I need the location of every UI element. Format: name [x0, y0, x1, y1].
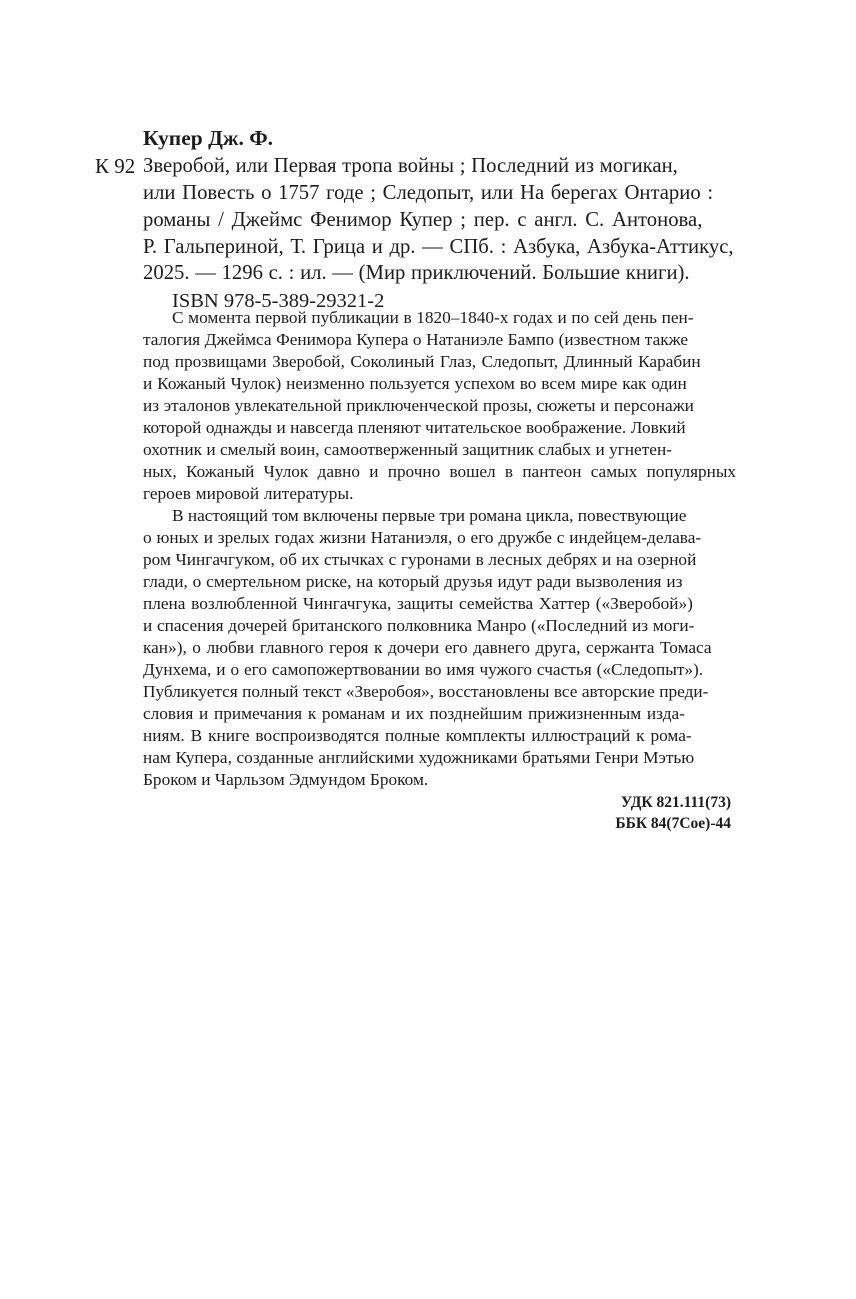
- annotation-line: плена возлюбленной Чингачгука, защиты семейства Хаттер («Зверобой»): [143, 594, 693, 613]
- annotation-line: Дунхема, и о его самопожертвовании во имя чужого счастья («Следопыт»).: [143, 660, 704, 679]
- bbk-code: ББК 84(7Сое)-44: [615, 815, 731, 832]
- bibliographic-line: или Повесть о 1757 годе ; Следопыт, или На берегах Онтарио :: [143, 182, 714, 204]
- annotation-line: о юных и зрелых годах жизни Натаниэля, о его дружбе с индейцем-делава-: [143, 528, 702, 547]
- bibliographic-line: Р. Гальпериной, Т. Грица и др. — СПб. : Азбука, Азбука-Аттикус,: [143, 236, 734, 258]
- classification-codes: [615, 792, 731, 834]
- isbn: ISBN 978-5-389-29321-2: [172, 290, 385, 312]
- annotation-line: В настоящий том включены первые три романа цикла, повествующие: [172, 506, 687, 525]
- udc-code: УДК 821.111(73): [620, 794, 731, 811]
- annotation-line: из эталонов увлекательной приключенческой прозы, сюжеты и персонажи: [143, 396, 694, 415]
- author-mark: К 92: [95, 154, 136, 178]
- annotation-line: С момента первой публикации в 1820–1840-х годах и по сей день пен-: [172, 308, 694, 327]
- annotation-line: кан»), о любви главного героя к дочери его давнего друга, сержанта Томаса: [143, 638, 712, 657]
- annotation-line: словия и примечания к романам и их позднейшим прижизненным изда-: [143, 704, 685, 723]
- annotation-line: и спасения дочерей британского полковника Манро («Последний из моги-: [143, 616, 695, 635]
- annotation-line: и Кожаный Чулок) неизменно пользуется успехом во всем мире как один: [143, 374, 687, 393]
- annotation-line: Публикуется полный текст «Зверобоя», восстановлены все авторские преди-: [143, 682, 709, 701]
- annotation-line: охотник и смелый воин, самоотверженный защитник слабых и угнетен-: [143, 440, 672, 459]
- author-heading: Купер Дж. Ф.: [143, 126, 274, 150]
- annotation-line: Броком и Чарльзом Эдмундом Броком.: [143, 770, 429, 789]
- bibliographic-line: Зверобой, или Первая тропа войны ; Последний из могикан,: [143, 155, 678, 177]
- annotation-line: ных, Кожаный Чулок давно и прочно вошел в пантеон самых популярных: [143, 462, 736, 481]
- annotation-line: героев мировой литературы.: [143, 484, 354, 503]
- bibliographic-line: романы / Джеймс Фенимор Купер ; пер. с англ. С. Антонова,: [143, 209, 703, 231]
- annotation-line: глади, о смертельном риске, на который друзья идут ради вызволения из: [143, 572, 683, 591]
- annotation-line: под прозвищами Зверобой, Соколиный Глаз, Следопыт, Длинный Карабин: [143, 352, 701, 371]
- annotation-line: ром Чингачгуком, об их стычках с гуронами в лесных дебрях и на озерной: [143, 550, 697, 569]
- annotation-line: нам Купера, созданные английскими художниками братьями Генри Мэтью: [143, 748, 695, 767]
- annotation-line: талогия Джеймса Фенимора Купера о Натаниэле Бампо (известном также: [143, 330, 689, 349]
- annotation-line: ниям. В книге воспроизводятся полные комплекты иллюстраций к рома-: [143, 726, 692, 745]
- bibliographic-line: 2025. — 1296 с. : ил. — (Мир приключений. Большие книги).: [143, 262, 690, 284]
- annotation-line: которой однажды и навсегда пленяют читательское воображение. Ловкий: [143, 418, 686, 437]
